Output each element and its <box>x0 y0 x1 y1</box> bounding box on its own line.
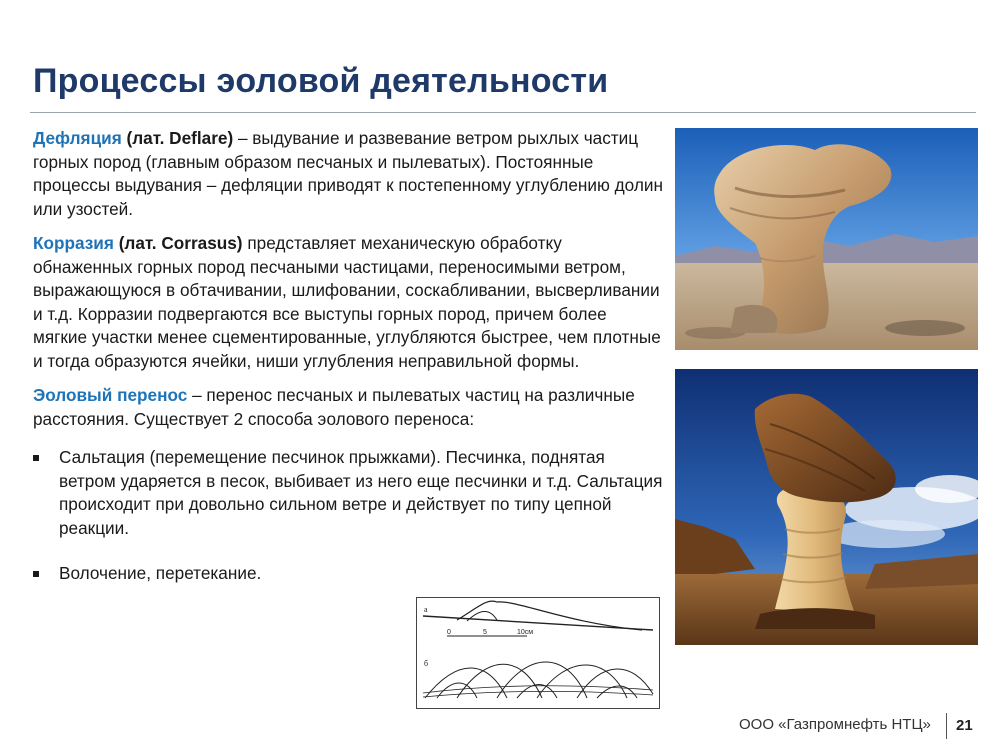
deflation-latin: (лат. Deflare) <box>126 128 234 148</box>
text-column <box>33 127 663 608</box>
corrasion-term: Корразия <box>33 233 114 253</box>
corrasion-latin: (лат. Corrasus) <box>118 233 243 253</box>
saltation-arcs-b <box>423 662 653 698</box>
footer-divider <box>946 713 947 739</box>
scale-label-0: 0 <box>447 629 451 636</box>
diagram-label-a: а <box>424 605 428 614</box>
transport-methods-list <box>33 446 663 586</box>
deflation-term: Дефляция <box>33 128 122 148</box>
corrasion-paragraph <box>33 232 663 373</box>
list-item-text: Волочение, перетекание. <box>59 563 262 583</box>
list-item-text: Сальтация (перемещение песчинок прыжками). Песчинка, поднятая ветром ударяется в песок, выбивает из него еще песчинки и т.д. Сальтация происходит при довольно сильном ветре и действует по типу цепной реакции. <box>59 447 663 538</box>
transport-text: – перенос песчаных и пылеватых частиц на различные расстояния. Существует 2 способа эолового переноса: <box>33 385 635 429</box>
square-bullet-icon <box>33 455 39 461</box>
rock-formation-photo-2 <box>675 369 978 645</box>
page-number: 21 <box>956 717 973 734</box>
title-divider <box>30 112 976 113</box>
transport-term: Эоловый перенос <box>33 385 188 405</box>
deflation-text: – выдувание и развевание ветром рыхлых частиц горных пород (главным образом песчаных и пылеватых). Постоянные процессы выдувания – дефляции приводят к постепенному углублению долин или узостей. <box>33 128 663 219</box>
saltation-diagram <box>416 597 660 709</box>
transport-paragraph <box>33 384 663 431</box>
list-item <box>33 446 663 540</box>
square-bullet-icon <box>33 571 39 577</box>
list-item <box>33 562 663 586</box>
footer-company: ООО «Газпромнефть НТЦ» <box>739 716 931 733</box>
diagram-ground-line <box>423 616 653 630</box>
scale-label-10: 10см <box>517 629 534 636</box>
saltation-trajectory-a <box>457 601 642 630</box>
deflation-paragraph <box>33 127 663 221</box>
corrasion-text: представляет механическую обработку обнаженных горных пород песчаными частицами, переносимыми ветром, выражающуюся в обтачивании, шлифовании, соскабливании, высверливании и т.д. Корразии подвергаются все выступы горных пород, причем более мягкие участки менее сцементированные, углубляются быстрее, чем плотные и тогда образуются ячейки, ниши углубления неправильной формы. <box>33 233 661 371</box>
diagram-label-b: б <box>424 659 429 668</box>
rock-formation-photo-1 <box>675 128 978 350</box>
slide-title: Процессы эоловой деятельности <box>33 62 609 100</box>
scale-label-5: 5 <box>483 629 487 636</box>
